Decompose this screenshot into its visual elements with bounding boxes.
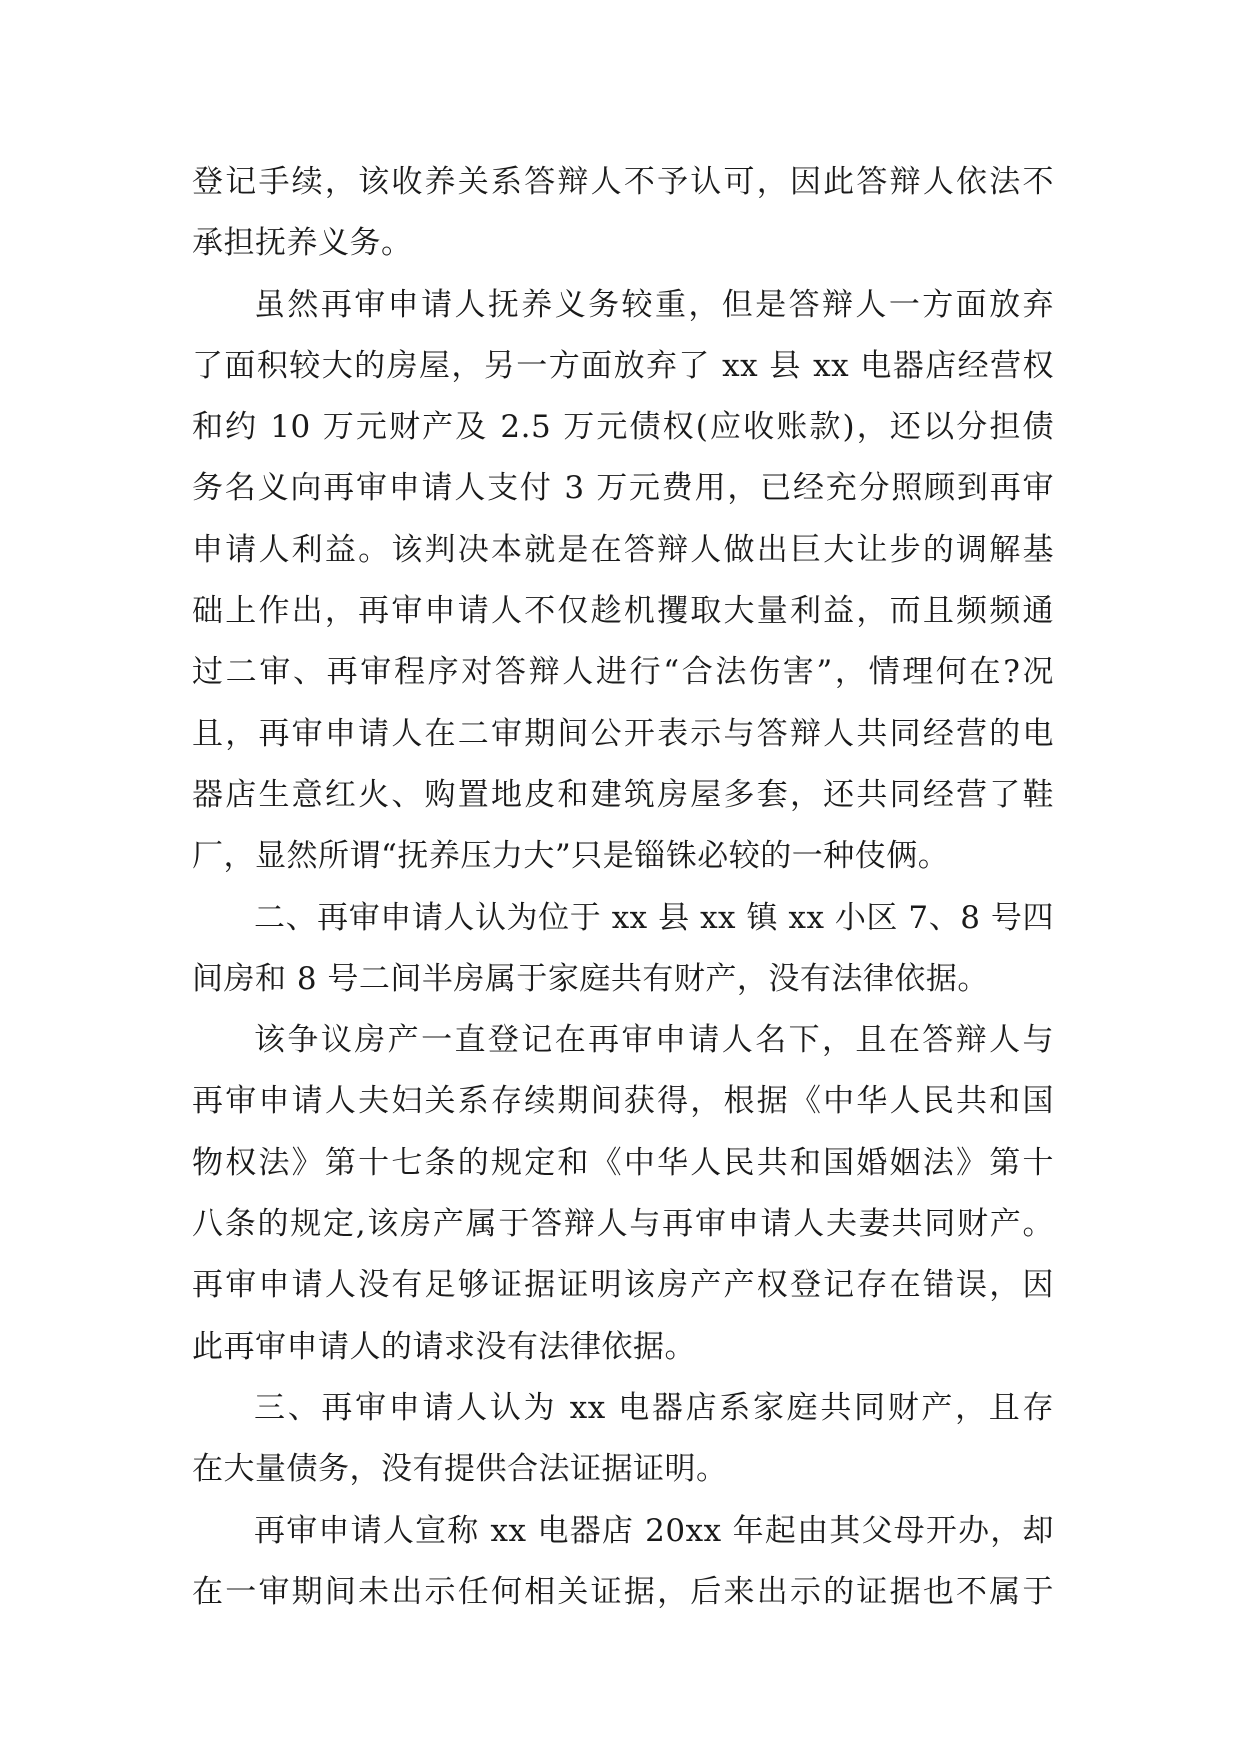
text-line: 础上作出，再审申请人不仅趁机攫取大量利益，而且频频通 (192, 593, 1054, 630)
text-line: 再审申请人宣称 xx 电器店 20xx 年起由其父母开办，却 (254, 1512, 1054, 1549)
text-line: 二、再审申请人认为位于 xx 县 xx 镇 xx 小区 7、8 号四 (254, 899, 1054, 936)
text-line: 承担抚养义务。 (192, 225, 413, 262)
text-line: 和约 10 万元财产及 2.5 万元债权(应收账款)，还以分担债 (192, 409, 1054, 446)
text-line: 三、再审申请人认为 xx 电器店系家庭共同财产，且存 (254, 1389, 1054, 1426)
text-line: 务名义向再审申请人支付 3 万元费用，已经充分照顾到再审 (192, 470, 1054, 507)
text-line: 厂，显然所谓“抚养压力大”只是锱铢必较的一种伎俩。 (192, 838, 950, 875)
text-line: 间房和 8 号二间半房属于家庭共有财产，没有法律依据。 (192, 960, 989, 997)
text-line: 器店生意红火、购置地皮和建筑房屋多套，还共同经营了鞋 (192, 776, 1054, 813)
text-line: 再审申请人没有足够证据证明该房产产权登记存在错误，因 (192, 1267, 1054, 1304)
text-line: 此再审申请人的请求没有法律依据。 (192, 1328, 696, 1365)
text-line: 再审申请人夫妇关系存续期间获得，根据《中华人民共和国 (192, 1083, 1054, 1120)
text-line: 八条的规定,该房产属于答辩人与再审申请人夫妻共同财产。 (192, 1206, 1054, 1243)
text-line: 申请人利益。该判决本就是在答辩人做出巨大让步的调解基 (192, 531, 1054, 568)
text-line: 物权法》第十七条的规定和《中华人民共和国婚姻法》第十 (192, 1144, 1054, 1181)
text-line: 过二审、再审程序对答辩人进行“合法伤害”，情理何在?况 (192, 654, 1054, 691)
text-line: 登记手续，该收养关系答辩人不予认可，因此答辩人依法不 (192, 164, 1054, 200)
text-line: 且，再审申请人在二审期间公开表示与答辩人共同经营的电 (192, 715, 1054, 752)
document-body (192, 152, 1054, 1623)
text-line: 了面积较大的房屋，另一方面放弃了 xx 县 xx 电器店经营权 (192, 347, 1054, 384)
text-line: 在大量债务，没有提供合法证据证明。 (192, 1451, 728, 1488)
text-line: 该争议房产一直登记在再审申请人名下，且在答辩人与 (254, 1022, 1054, 1059)
text-line: 虽然再审申请人抚养义务较重，但是答辩人一方面放弃 (254, 286, 1054, 323)
text-line: 在一审期间未出示任何相关证据，后来出示的证据也不属于 (192, 1573, 1054, 1610)
